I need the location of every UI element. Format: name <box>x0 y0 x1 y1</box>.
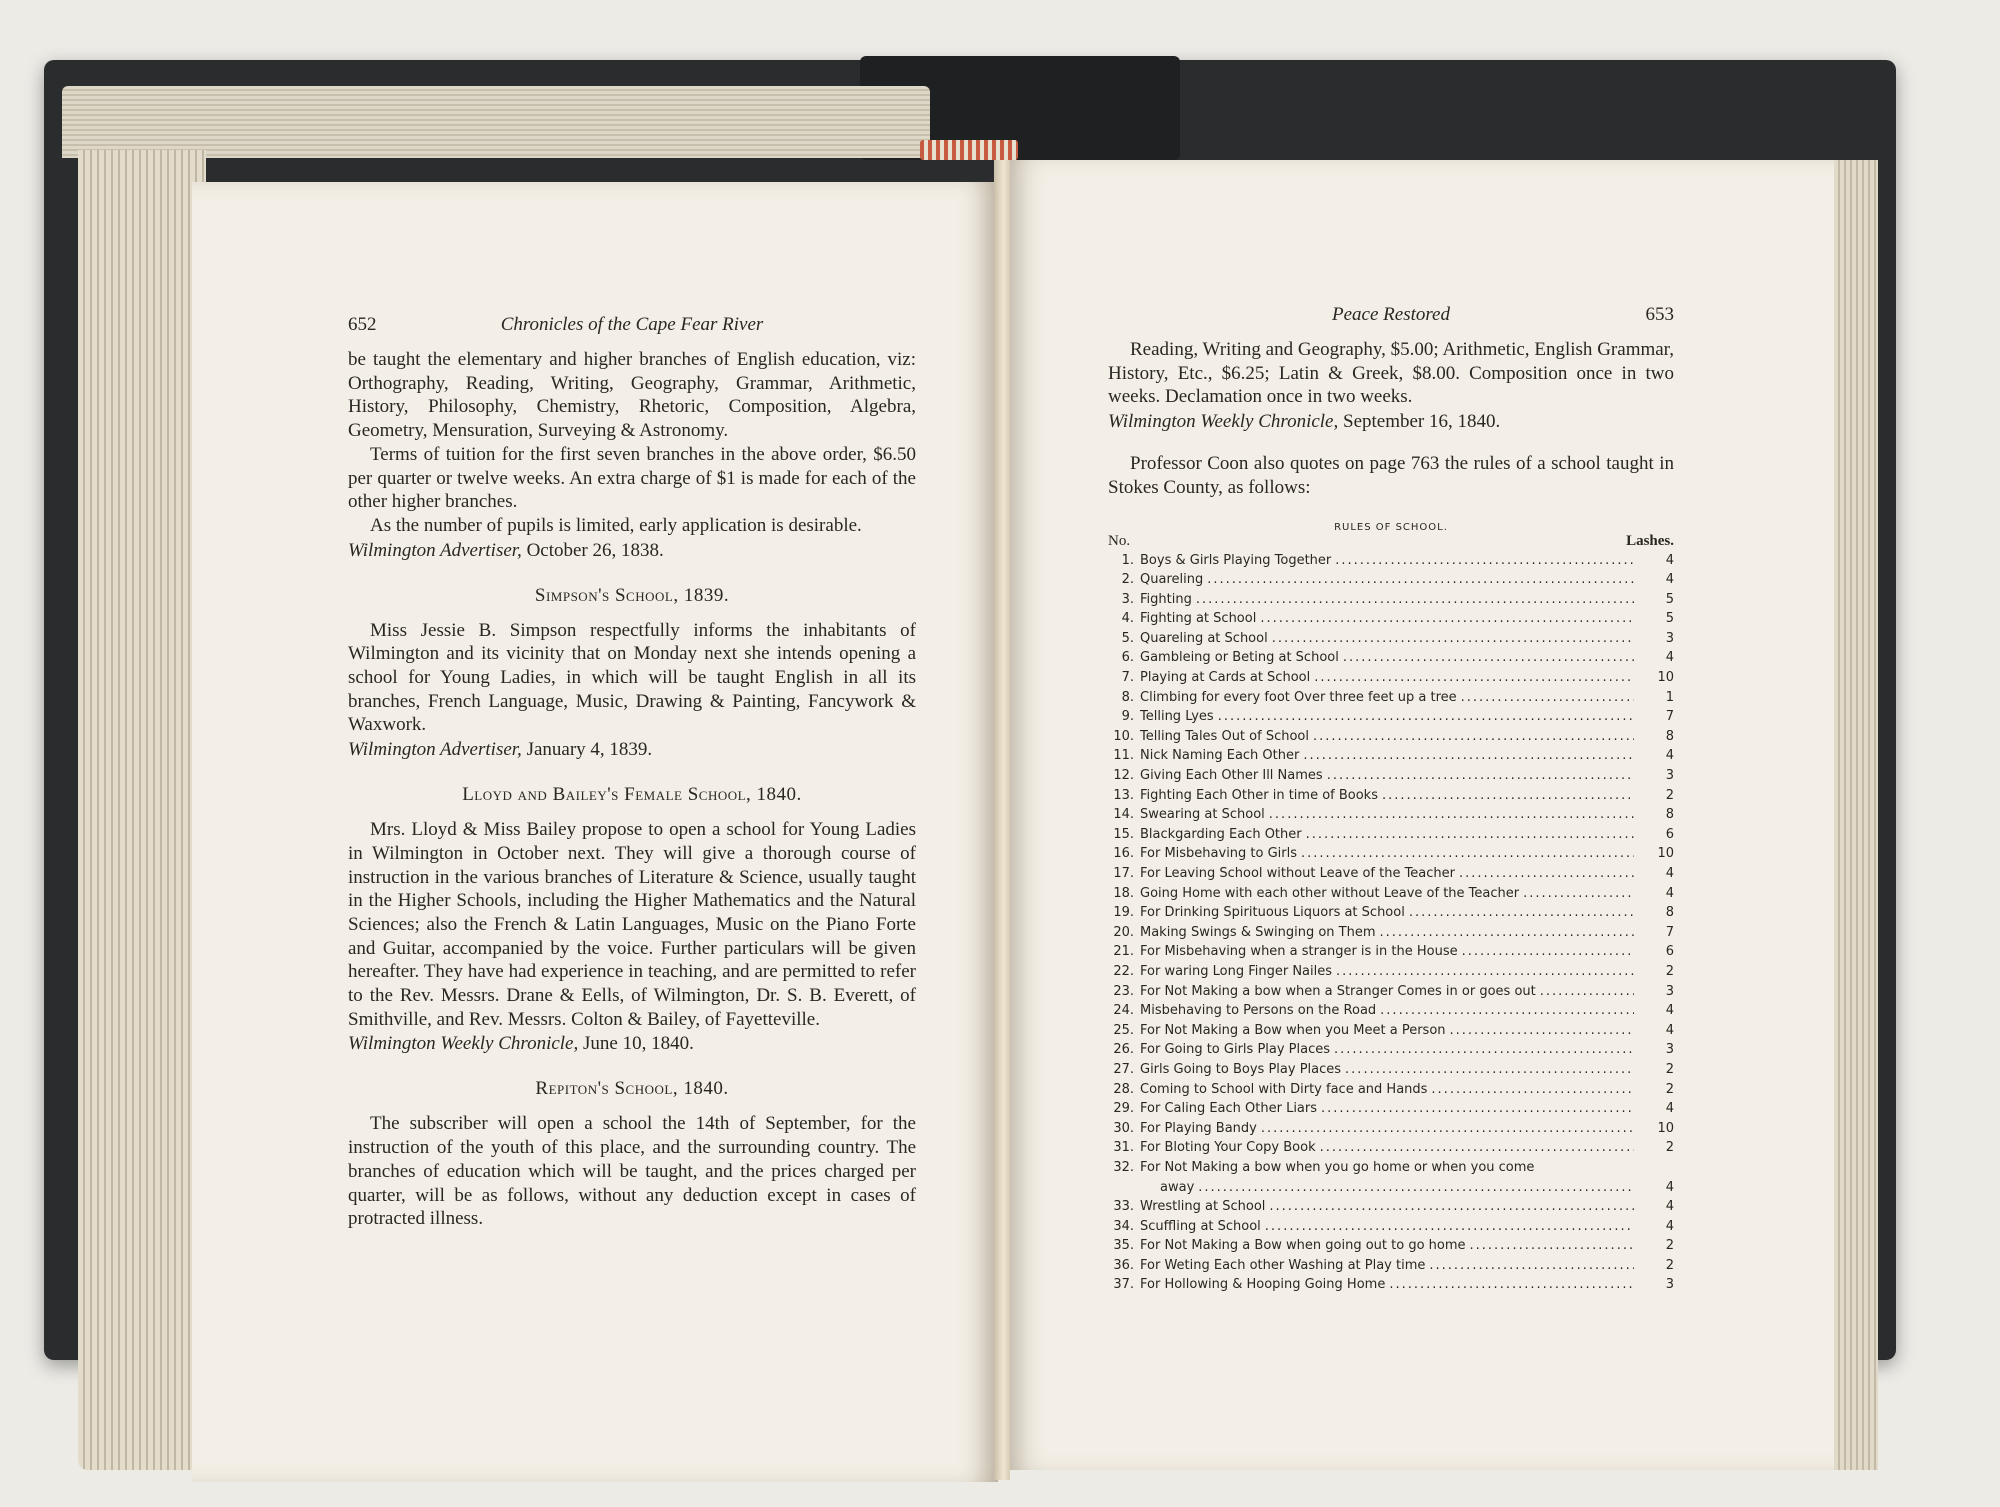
rule-text: Playing at Cards at School <box>1140 670 1311 686</box>
rule-lashes: 2 <box>1665 1238 1674 1254</box>
rule-row <box>1108 1060 1674 1080</box>
leader-dots <box>1218 707 1634 727</box>
rule-text: For Bloting Your Copy Book <box>1140 1140 1316 1156</box>
rule-lashes: 3 <box>1665 983 1674 999</box>
leader-dots <box>1269 805 1634 825</box>
rule-text: Making Swings & Swinging on Them <box>1140 924 1376 940</box>
rule-lashes: 4 <box>1665 1199 1674 1215</box>
rule-lashes: 7 <box>1665 924 1674 940</box>
leader-dots <box>1459 864 1634 884</box>
running-title: Peace Restored <box>1332 304 1450 325</box>
section-heading: Simpson's School, 1839. <box>534 584 730 606</box>
rule-row <box>1108 864 1674 884</box>
rule-row <box>1108 844 1674 864</box>
rule-number: 32. <box>1113 1159 1134 1175</box>
rule-number: 6. <box>1121 650 1134 666</box>
rule-lashes: 8 <box>1665 728 1674 744</box>
rule-row <box>1108 1001 1674 1021</box>
rule-row <box>1108 923 1674 943</box>
leader-dots <box>1306 825 1634 845</box>
leader-dots <box>1335 551 1634 571</box>
leader-dots <box>1380 1001 1634 1021</box>
leader-dots <box>1272 629 1634 649</box>
rule-row <box>1108 825 1674 845</box>
leader-dots <box>1540 982 1634 1002</box>
rule-lashes: 2 <box>1665 963 1674 979</box>
rule-number: 22. <box>1113 963 1134 979</box>
rule-text: For Playing Bandy <box>1140 1120 1257 1136</box>
leader-dots <box>1198 1178 1634 1198</box>
rule-number: 26. <box>1113 1042 1134 1058</box>
rule-row <box>1108 727 1674 747</box>
rule-lashes: 3 <box>1665 630 1674 646</box>
leader-dots <box>1269 1197 1634 1217</box>
leader-dots <box>1303 746 1634 766</box>
paragraph: Reading, Writing and Geography, $5.00; Arithmetic, English Grammar, History, Etc., $6.25; Latin & Greek, $8.00. Composition once in two weeks. Declamation once in two weeks. <box>1108 339 1674 408</box>
rule-row <box>1108 903 1674 923</box>
rule-number: 5. <box>1121 630 1134 646</box>
rule-number: 2. <box>1121 572 1134 588</box>
rule-row <box>1108 590 1674 610</box>
rule-number: 11. <box>1113 748 1134 764</box>
rule-lashes: 2 <box>1665 1061 1674 1077</box>
rule-row <box>1108 1080 1674 1100</box>
rule-text: Gambleing or Beting at School <box>1140 650 1339 666</box>
leader-dots <box>1196 590 1634 610</box>
right-running-head <box>1108 304 1674 338</box>
rule-text: For Misbehaving when a stranger is in the House <box>1140 944 1458 960</box>
rule-lashes: 1 <box>1665 689 1674 705</box>
rule-lashes: 6 <box>1665 826 1674 842</box>
rule-row <box>1108 1236 1674 1256</box>
leader-dots <box>1343 648 1634 668</box>
rule-text: For Leaving School without Leave of the Teacher <box>1140 866 1456 882</box>
leader-dots <box>1380 923 1635 943</box>
rule-row <box>1108 1158 1674 1178</box>
leader-dots <box>1462 942 1634 962</box>
rule-number: 13. <box>1113 787 1134 803</box>
rule-lashes: 10 <box>1657 846 1674 862</box>
rule-text: For Going to Girls Play Places <box>1140 1042 1331 1058</box>
source-citation: Wilmington Weekly Chronicle, September 16, 1840. <box>1108 411 1501 433</box>
rule-number: 19. <box>1113 905 1134 921</box>
rule-lashes: 4 <box>1665 1022 1674 1038</box>
rule-text: For Not Making a bow when you go home or when you come <box>1140 1159 1535 1175</box>
rule-text: Swearing at School <box>1140 807 1265 823</box>
leader-dots <box>1265 1217 1634 1237</box>
leader-dots <box>1334 1040 1634 1060</box>
leader-dots <box>1327 766 1634 786</box>
leader-dots <box>1409 903 1634 923</box>
left-page-text <box>348 314 916 1231</box>
rule-number: 4. <box>1121 611 1134 627</box>
rule-text: Blackgarding Each Other <box>1140 826 1302 842</box>
rule-text: For Drinking Spirituous Liquors at School <box>1140 905 1405 921</box>
rule-lashes: 6 <box>1665 944 1674 960</box>
leader-dots <box>1301 844 1634 864</box>
rule-row <box>1108 766 1674 786</box>
rule-number: 8. <box>1121 689 1134 705</box>
rule-row <box>1108 982 1674 1002</box>
rule-number: 29. <box>1113 1101 1134 1117</box>
rule-lashes: 10 <box>1657 670 1674 686</box>
section-heading: Repiton's School, 1840. <box>535 1078 729 1100</box>
rule-text: For Not Making a Bow when going out to go home <box>1140 1238 1466 1254</box>
leader-dots <box>1320 1138 1634 1158</box>
rule-text: For Misbehaving to Girls <box>1140 846 1298 862</box>
right-page-text <box>1108 304 1674 1295</box>
rule-number: 23. <box>1113 983 1134 999</box>
column-lashes: Lashes. <box>1626 532 1674 549</box>
rule-row <box>1108 551 1674 571</box>
leader-dots <box>1207 570 1634 590</box>
section-heading: Lloyd and Bailey's Female School, 1840. <box>462 784 802 806</box>
rule-number: 25. <box>1113 1022 1134 1038</box>
rule-lashes: 3 <box>1665 1042 1674 1058</box>
rule-number: 14. <box>1113 807 1134 823</box>
leader-dots <box>1345 1060 1634 1080</box>
leader-dots <box>1314 668 1634 688</box>
leader-dots <box>1450 1021 1634 1041</box>
rule-lashes: 4 <box>1665 885 1674 901</box>
rule-row <box>1108 668 1674 688</box>
rules-list <box>1108 551 1674 1296</box>
headband <box>920 140 1018 160</box>
rule-lashes: 2 <box>1665 1257 1674 1273</box>
rule-text: Going Home with each other without Leave of the Teacher <box>1140 885 1520 901</box>
rule-number: 30. <box>1113 1120 1134 1136</box>
rule-row <box>1108 1040 1674 1060</box>
rule-text: away <box>1160 1179 1195 1195</box>
rule-text: Wrestling at School <box>1140 1199 1266 1215</box>
rule-text: Quareling at School <box>1140 630 1268 646</box>
rule-number: 36. <box>1113 1257 1134 1273</box>
leader-dots <box>1321 1099 1634 1119</box>
rule-text: For Not Making a Bow when you Meet a Person <box>1140 1022 1446 1038</box>
rule-number: 37. <box>1113 1277 1134 1293</box>
rule-text: For waring Long Finger Nailes <box>1140 963 1333 979</box>
leader-dots <box>1470 1236 1634 1256</box>
rule-lashes: 8 <box>1665 807 1674 823</box>
rule-number: 15. <box>1113 826 1134 842</box>
rule-number: 17. <box>1113 866 1134 882</box>
rule-text: Boys & Girls Playing Together <box>1140 552 1332 568</box>
rule-row <box>1108 962 1674 982</box>
rule-number: 33. <box>1113 1199 1134 1215</box>
rule-lashes: 5 <box>1665 611 1674 627</box>
leader-dots <box>1389 1275 1634 1295</box>
rule-lashes: 2 <box>1665 787 1674 803</box>
rule-text: Misbehaving to Persons on the Road <box>1140 1003 1377 1019</box>
rule-row <box>1108 707 1674 727</box>
rule-lashes: 8 <box>1665 905 1674 921</box>
rule-number: 12. <box>1113 768 1134 784</box>
rule-number: 20. <box>1113 924 1134 940</box>
leader-dots <box>1431 1080 1634 1100</box>
paragraph: As the number of pupils is limited, early application is desirable. <box>370 514 862 536</box>
rule-text: Fighting Each Other in time of Books <box>1140 787 1378 803</box>
column-no: No. <box>1108 532 1131 549</box>
rule-row <box>1108 1021 1674 1041</box>
rule-text: Fighting at School <box>1140 611 1257 627</box>
page-number: 653 <box>1645 304 1674 325</box>
rule-row <box>1108 1138 1674 1158</box>
page-edges-left <box>78 150 206 1470</box>
rule-number: 34. <box>1113 1218 1134 1234</box>
rule-row <box>1108 786 1674 806</box>
rule-lashes: 10 <box>1657 1120 1674 1136</box>
leader-dots <box>1336 962 1634 982</box>
rule-text: Climbing for every foot Over three feet up a tree <box>1140 689 1457 705</box>
rule-lashes: 4 <box>1665 572 1674 588</box>
rule-row <box>1108 1217 1674 1237</box>
rule-row <box>1108 1275 1674 1295</box>
rule-lashes: 4 <box>1665 1218 1674 1234</box>
rules-title: RULES OF SCHOOL. <box>1334 521 1448 533</box>
rule-number: 27. <box>1113 1061 1134 1077</box>
rule-lashes: 3 <box>1665 768 1674 784</box>
rule-lashes: 3 <box>1665 1277 1674 1293</box>
leader-dots <box>1429 1256 1634 1276</box>
paragraph: Miss Jessie B. Simpson respectfully informs the inhabitants of Wilmington and its vicinity that on Monday next she intends opening a school for Young Ladies, in which will be taught English in all its branches, French Language, Music, Drawing & Painting, Fancywork & Waxwork. <box>348 619 916 736</box>
rule-row <box>1108 1099 1674 1119</box>
rule-lashes: 4 <box>1665 1101 1674 1117</box>
rule-number: 7. <box>1121 670 1134 686</box>
rule-row <box>1108 805 1674 825</box>
rule-row <box>1108 884 1674 904</box>
rule-row <box>1108 1119 1674 1139</box>
rule-row <box>1108 1197 1674 1217</box>
rule-lashes: 5 <box>1665 591 1674 607</box>
rule-text: Fighting <box>1140 591 1192 607</box>
leader-dots <box>1461 688 1634 708</box>
rule-number: 24. <box>1113 1003 1134 1019</box>
leader-dots <box>1523 884 1634 904</box>
rule-text: Nick Naming Each Other <box>1140 748 1300 764</box>
rule-lashes: 4 <box>1665 866 1674 882</box>
rule-text: Quareling <box>1140 572 1204 588</box>
paragraph: The subscriber will open a school the 14th of September, for the instruction of the youth of this place, and the surrounding country. The branches of education which will be taught, and the prices charged per quarter, will be as follows, without any deduction except in cases of protracted illness. <box>348 1113 916 1230</box>
leader-dots <box>1313 727 1634 747</box>
source-citation: Wilmington Advertiser, January 4, 1839. <box>348 739 653 761</box>
source-citation: Wilmington Weekly Chronicle, June 10, 1840. <box>348 1033 694 1055</box>
rule-text: For Hollowing & Hooping Going Home <box>1140 1277 1386 1293</box>
rule-text: For Not Making a bow when a Stranger Comes in or goes out <box>1140 983 1536 999</box>
rule-number: 18. <box>1113 885 1134 901</box>
rule-row <box>1108 746 1674 766</box>
rule-lashes: 4 <box>1665 1003 1674 1019</box>
rule-number: 9. <box>1121 709 1134 725</box>
rule-number: 1. <box>1121 552 1134 568</box>
rule-text: Coming to School with Dirty face and Hands <box>1140 1081 1428 1097</box>
rule-row <box>1108 688 1674 708</box>
page-edges-top <box>62 86 930 158</box>
rule-number: 16. <box>1113 846 1134 862</box>
rule-row <box>1108 942 1674 962</box>
rule-text: Scuffling at School <box>1140 1218 1261 1234</box>
rule-text: Telling Tales Out of School <box>1140 728 1309 744</box>
rule-lashes: 7 <box>1665 709 1674 725</box>
rule-text: Telling Lyes <box>1140 709 1214 725</box>
rule-lashes: 4 <box>1665 1179 1674 1195</box>
rule-text: Giving Each Other Ill Names <box>1140 768 1323 784</box>
paragraph: Mrs. Lloyd & Miss Bailey propose to open a school for Young Ladies in Wilmington in October next. They will give a thorough course of instruction in the various branches of Literature & Science, usually taught in the Higher Schools, including the Higher Mathematics and the Natural Sciences; also the French & Latin Languages, Music on the Piano Forte and Guitar, accompanied by the voice. Further particulars will be given hereafter. They have had experience in teaching, and are permitted to refer to the Rev. Messrs. Drane & Eells, of Wilmington, Dr. S. B. Everett, of Smithville, and Rev. Messrs. Colton & Bailey, of Fayetteville. <box>348 819 916 1030</box>
rule-lashes: 2 <box>1665 1081 1674 1097</box>
rule-text: For Caling Each Other Liars <box>1140 1101 1318 1117</box>
leader-dots <box>1382 786 1634 806</box>
paragraph: Professor Coon also quotes on page 763 the rules of a school taught in Stokes County, as follows: <box>1108 453 1674 498</box>
rule-row <box>1108 648 1674 668</box>
rule-row <box>1108 609 1674 629</box>
paragraph: be taught the elementary and higher branches of English education, viz: Orthography, Reading, Writing, Geography, Grammar, Arithmetic, History, Philosophy, Chemistry, Rhetoric, Composition, Algebra, Geometry, Mensuration, Surveying & Astronomy. <box>348 349 916 442</box>
rule-number: 35. <box>1113 1238 1134 1254</box>
leader-dots <box>1260 609 1634 629</box>
rule-number: 21. <box>1113 944 1134 960</box>
rule-number: 31. <box>1113 1140 1134 1156</box>
rule-row <box>1108 1256 1674 1276</box>
book-gutter <box>994 160 1010 1480</box>
rule-text: Girls Going to Boys Play Places <box>1140 1061 1342 1077</box>
rule-lashes: 4 <box>1665 650 1674 666</box>
rule-number: 28. <box>1113 1081 1134 1097</box>
rule-lashes: 4 <box>1665 748 1674 764</box>
rule-row-continued <box>1108 1178 1674 1198</box>
leader-dots <box>1261 1119 1634 1139</box>
rules-header <box>1108 533 1674 551</box>
rule-lashes: 2 <box>1665 1140 1674 1156</box>
rule-number: 10. <box>1113 728 1134 744</box>
rule-row <box>1108 629 1674 649</box>
page-edges-right <box>1828 160 1878 1470</box>
page-number: 652 <box>348 314 377 335</box>
rule-number: 3. <box>1121 591 1134 607</box>
paragraph: Terms of tuition for the first seven branches in the above order, $6.50 per quarter or twelve weeks. An extra charge of $1 is made for each of the other higher branches. <box>348 443 916 513</box>
rule-row <box>1108 570 1674 590</box>
rule-text: For Weting Each other Washing at Play time <box>1140 1257 1426 1273</box>
source-citation: Wilmington Advertiser, October 26, 1838. <box>348 539 664 561</box>
left-running-head <box>348 314 916 348</box>
rule-lashes: 4 <box>1665 552 1674 568</box>
running-title: Chronicles of the Cape Fear River <box>500 314 764 335</box>
